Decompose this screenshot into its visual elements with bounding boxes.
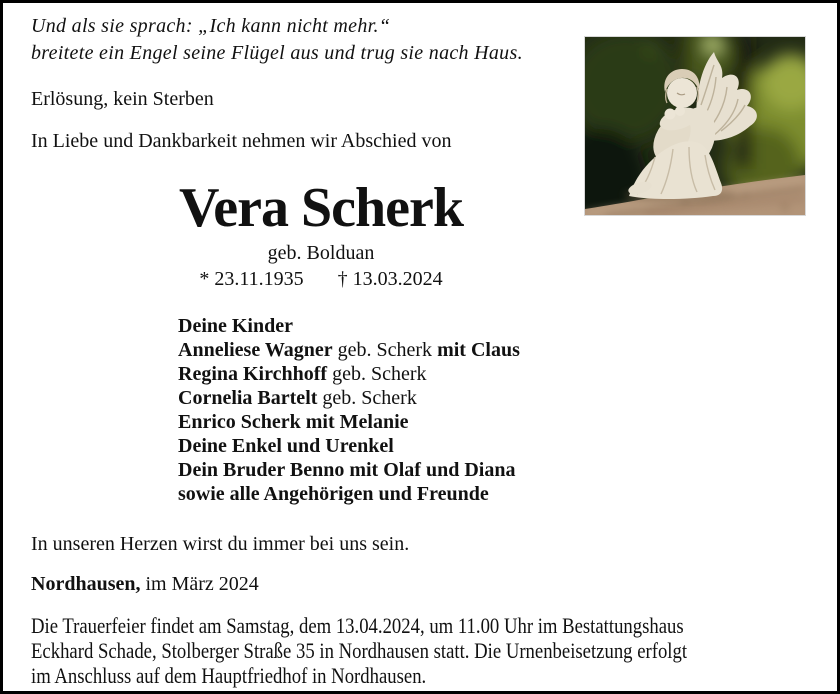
funeral-line-2: Eckhard Schade, Stolberger Straße 35 in Nordhausen statt. Die Urnenbeisetzung erfolgt [31, 638, 688, 663]
city-date-line [31, 573, 259, 596]
erloesung-line: Erlösung, kein Sterben [31, 88, 214, 110]
opening-quote [31, 13, 523, 67]
mourner-line: Regina Kirchhoff geb. Scherk [178, 363, 427, 385]
city-name: Nordhausen, [31, 573, 141, 595]
remembrance-line: In unseren Herzen wirst du immer bei uns sein. [31, 533, 410, 555]
funeral-line-1: Die Trauerfeier findet am Samstag, dem 13.04.2024, um 11.00 Uhr im Bestattungshaus [31, 613, 684, 638]
mourner-line: sowie alle Angehörigen und Freunde [178, 483, 489, 505]
mourner-line: Dein Bruder Benno mit Olaf und Diana [178, 459, 516, 481]
birth-date: * 23.11.1935 [199, 268, 304, 290]
abschied-line: In Liebe und Dankbarkeit nehmen wir Abschied von [31, 130, 452, 152]
mourner-line: Enrico Scherk mit Melanie [178, 411, 409, 433]
quote-line-1: Und als sie sprach: „Ich kann nicht mehr.“ [31, 15, 391, 37]
month-year: im März 2024 [140, 573, 259, 595]
mourner-line: Deine Enkel und Urenkel [178, 435, 394, 457]
mourner-line: Cornelia Bartelt geb. Scherk [178, 387, 417, 409]
deceased-block [3, 179, 639, 291]
angel-statue-illustration [585, 37, 805, 215]
mourner-line: Deine Kinder [178, 315, 293, 337]
maiden-name: geb. Bolduan [267, 242, 375, 264]
mourner-line: Anneliese Wagner geb. Scherk mit Claus [178, 339, 520, 361]
death-date: † 13.03.2024 [337, 268, 443, 290]
quote-line-2: breitete ein Engel seine Flügel aus und trug sie nach Haus. [31, 42, 523, 64]
angel-statue-photo [585, 37, 805, 215]
mourners-list [178, 314, 520, 506]
funeral-details [31, 613, 830, 688]
life-dates [3, 267, 639, 291]
deceased-name: Vera Scherk [178, 177, 463, 239]
funeral-line-3: im Anschluss auf dem Hauptfriedhof in Nordhausen. [31, 663, 427, 688]
